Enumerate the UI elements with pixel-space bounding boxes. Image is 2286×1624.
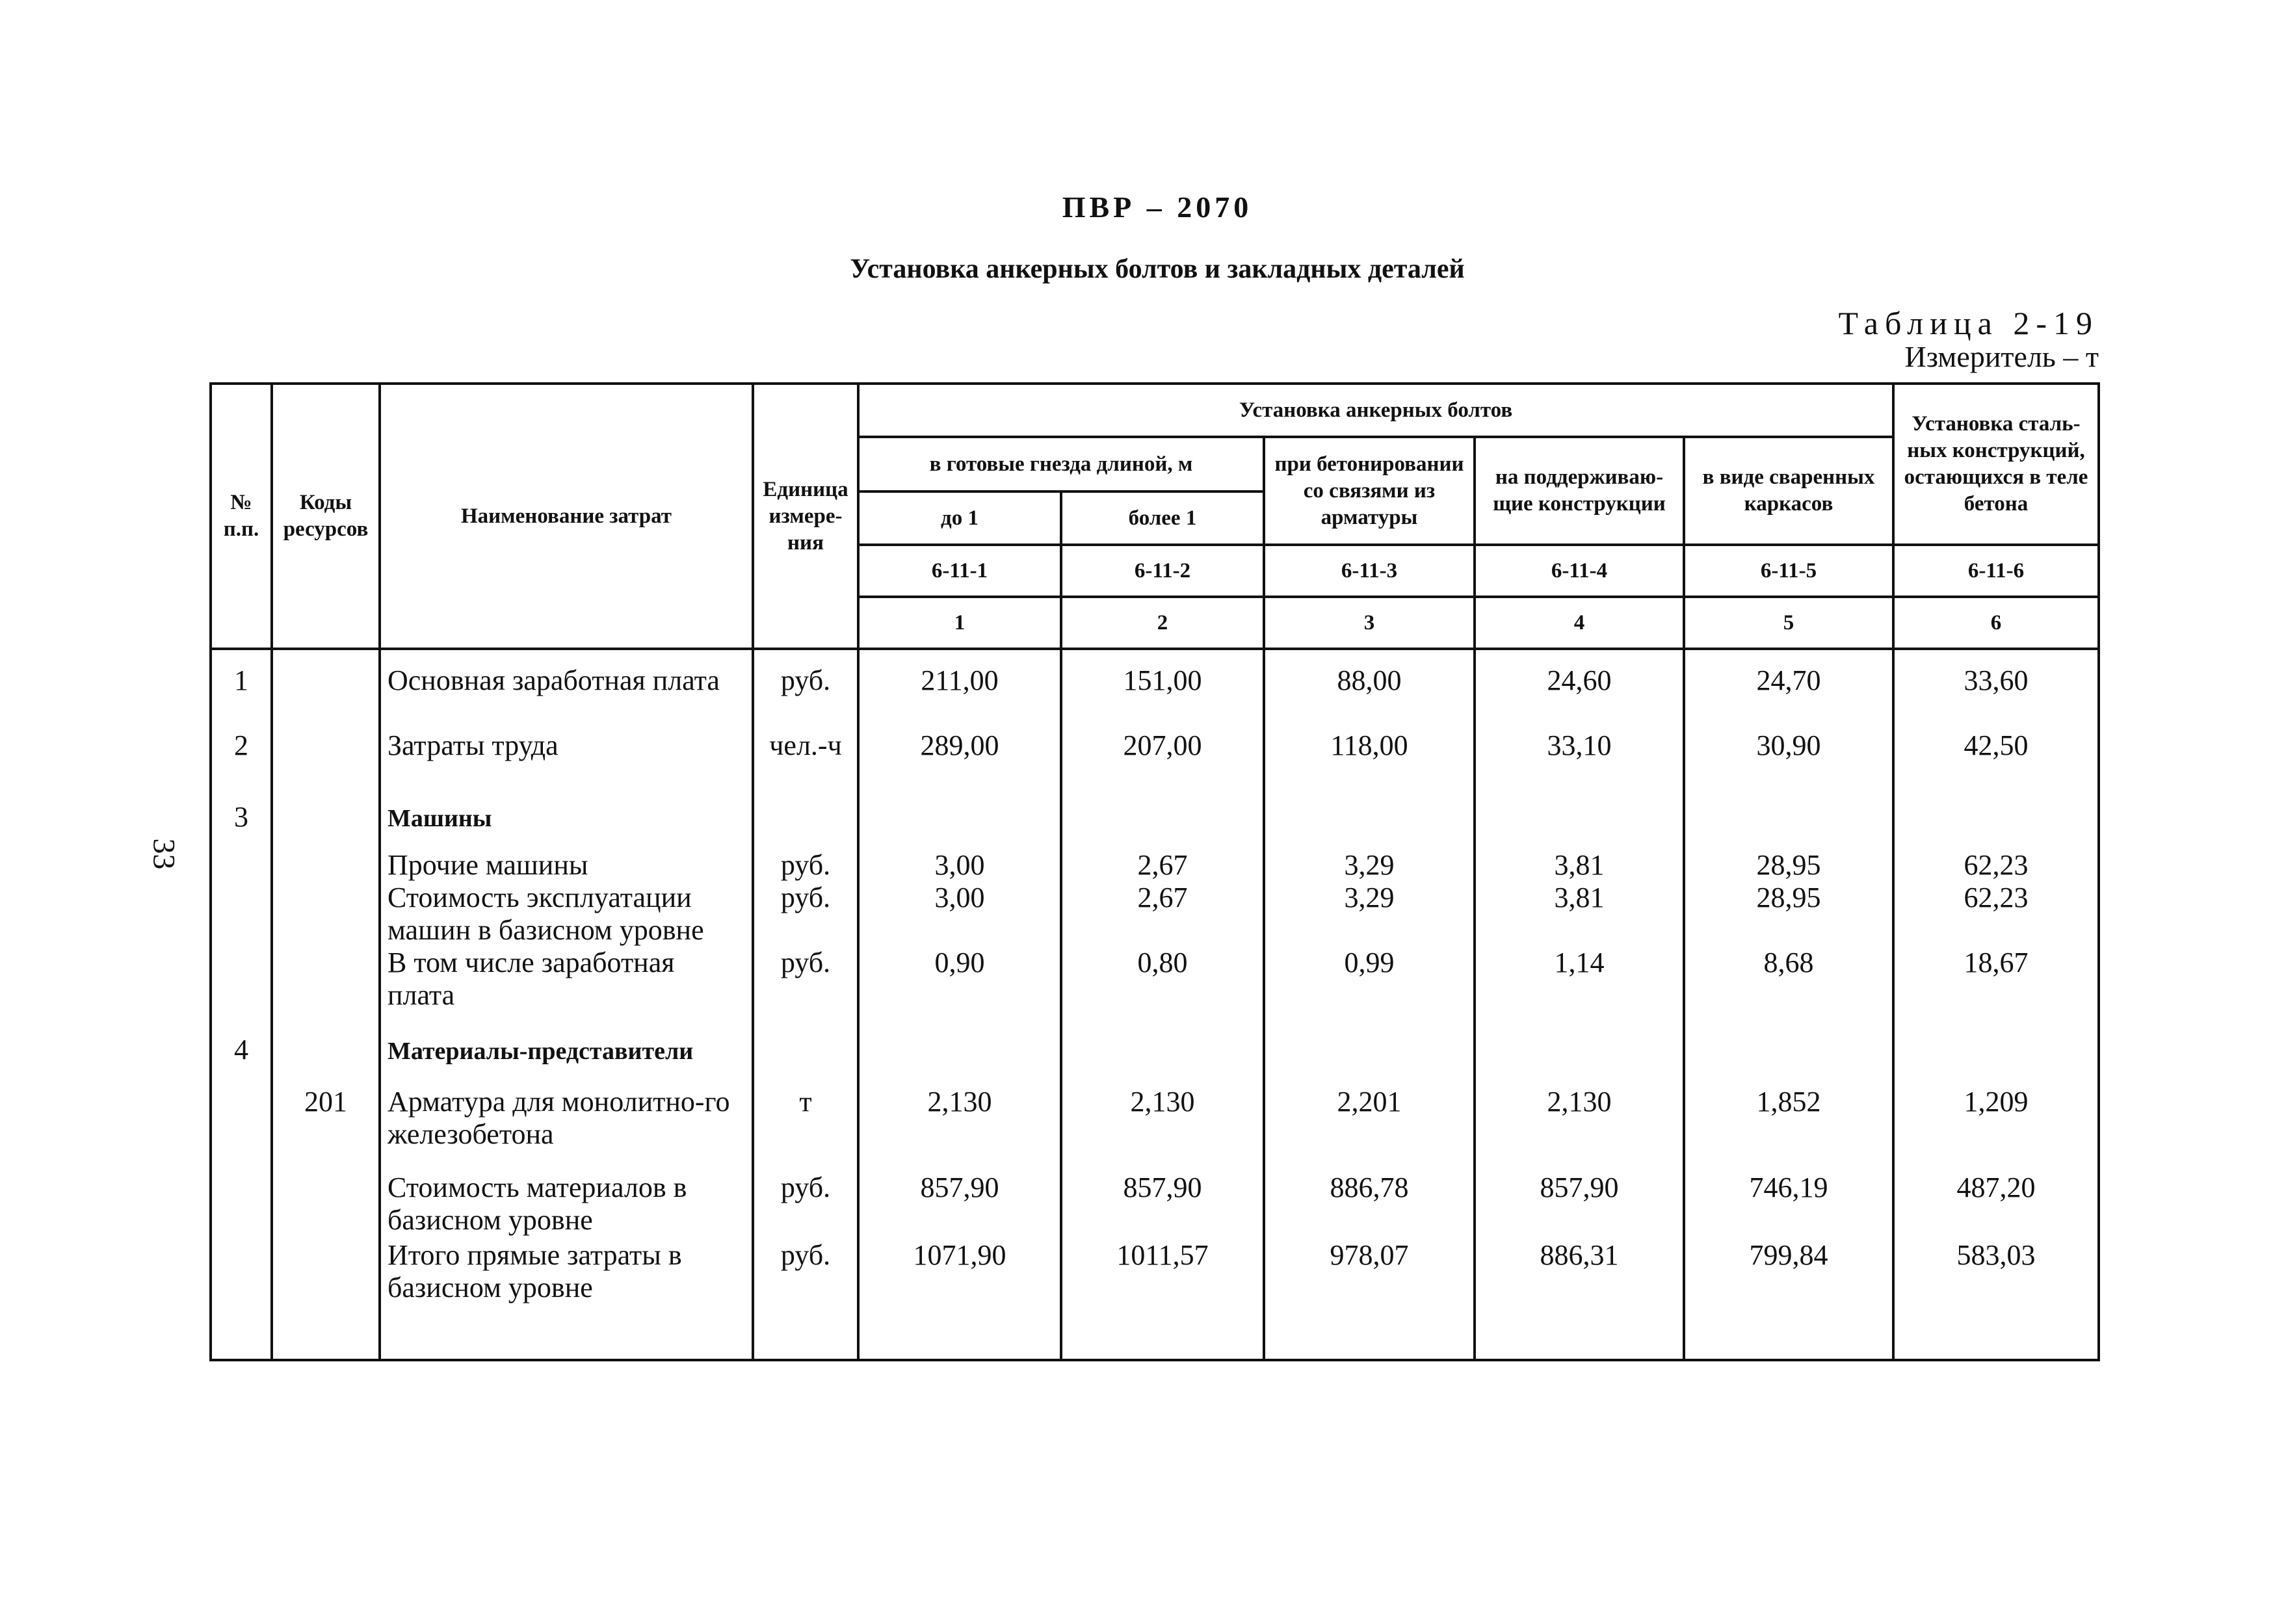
document-subtitle: Установка анкерных болтов и закладных деталей xyxy=(850,254,1465,284)
value-cell-text: 42,50 xyxy=(1964,729,2029,761)
value-cell-text: 886,31 xyxy=(1540,1239,1619,1271)
norms-table xyxy=(209,382,2100,1361)
value-cell xyxy=(1264,947,1475,1012)
value-cell-text: 857,90 xyxy=(1540,1172,1619,1203)
value-cell xyxy=(1684,778,1893,841)
unit-cell-text: чел.-ч xyxy=(769,729,842,761)
value-cell xyxy=(1893,1012,2099,1070)
cost-name xyxy=(380,729,753,778)
value-cell-text: 3,81 xyxy=(1554,882,1605,913)
row-number xyxy=(211,729,272,778)
value-cell-text: 33,60 xyxy=(1964,664,2029,696)
value-cell xyxy=(1475,1070,1684,1155)
cost-name xyxy=(380,778,753,841)
value-cell-text: 0,90 xyxy=(934,947,985,978)
header-unit: Единица измере-ния xyxy=(753,384,858,649)
header-num-cell: 2 xyxy=(1061,597,1264,649)
value-cell-text: 28,95 xyxy=(1756,849,1821,881)
value-cell xyxy=(1475,841,1684,882)
value-cell-text: 3,81 xyxy=(1554,849,1605,881)
row-number xyxy=(211,649,272,729)
value-cell xyxy=(1893,947,2099,1012)
unit-cell-text: руб. xyxy=(780,1172,831,1203)
header-num-cell: 1 xyxy=(858,597,1061,649)
value-cell-text: 3,29 xyxy=(1344,882,1395,913)
header-code-cell: 6-11-6 xyxy=(1893,545,2099,597)
table-row xyxy=(211,649,2099,729)
value-cell xyxy=(1475,1012,1684,1070)
value-cell-text: 2,130 xyxy=(1547,1086,1612,1118)
row-number-text: 3 xyxy=(234,801,248,833)
unit-cell-text: руб. xyxy=(780,849,831,881)
value-cell xyxy=(858,947,1061,1012)
cost-name xyxy=(380,1070,753,1155)
value-cell-text: 2,130 xyxy=(1130,1086,1195,1118)
value-cell xyxy=(1264,1239,1475,1360)
value-cell xyxy=(1893,882,2099,947)
cost-name xyxy=(380,649,753,729)
value-cell xyxy=(1061,729,1264,778)
resource-code xyxy=(272,729,380,778)
value-cell xyxy=(1061,649,1264,729)
value-cell xyxy=(858,1070,1061,1155)
cost-name-text: Итого прямые затраты в базисном уровне xyxy=(388,1239,682,1303)
resource-code-text: 201 xyxy=(304,1086,347,1118)
document-title: ПВР – 2070 xyxy=(1062,190,1253,224)
value-cell xyxy=(1475,882,1684,947)
header-nests: в готовые гнезда длиной, м xyxy=(858,437,1264,491)
cost-name-text: Арматура для монолитно-го железобетона xyxy=(388,1086,730,1150)
value-cell-text: 0,99 xyxy=(1344,947,1395,978)
value-cell xyxy=(1475,778,1684,841)
value-cell xyxy=(1684,729,1893,778)
value-cell-text: 30,90 xyxy=(1756,729,1821,761)
value-cell xyxy=(1684,882,1893,947)
header-code-cell: 6-11-5 xyxy=(1684,545,1893,597)
value-cell xyxy=(1061,1012,1264,1070)
value-cell xyxy=(1061,841,1264,882)
value-cell xyxy=(1264,1012,1475,1070)
unit-cell-text: руб. xyxy=(780,947,831,978)
value-cell-text: 24,70 xyxy=(1756,664,1821,696)
row-number-text: 1 xyxy=(234,664,248,696)
value-cell xyxy=(1684,841,1893,882)
value-cell xyxy=(1264,1070,1475,1155)
value-cell xyxy=(1475,649,1684,729)
table-row xyxy=(211,1239,2099,1360)
value-cell-text: 1071,90 xyxy=(913,1239,1006,1271)
table-number: Таблица 2-19 xyxy=(1838,305,2099,341)
value-cell-text: 3,00 xyxy=(934,882,985,913)
resource-code xyxy=(272,1239,380,1360)
row-number xyxy=(211,778,272,841)
cost-name-text: Машины xyxy=(388,805,492,832)
unit-cell-text: руб. xyxy=(780,664,831,696)
value-cell-text: 857,90 xyxy=(1123,1172,1202,1203)
value-cell xyxy=(1061,1070,1264,1155)
cost-name-text: Прочие машины xyxy=(388,849,588,881)
unit-cell xyxy=(753,947,858,1012)
value-cell xyxy=(1475,947,1684,1012)
value-cell xyxy=(1893,1239,2099,1360)
unit-cell xyxy=(753,1070,858,1155)
unit-cell-text: руб. xyxy=(780,882,831,913)
value-cell-text: 978,07 xyxy=(1330,1239,1409,1271)
value-cell-text: 3,29 xyxy=(1344,849,1395,881)
header-code-cell: 6-11-4 xyxy=(1475,545,1684,597)
cost-name xyxy=(380,1012,753,1070)
value-cell-text: 1,14 xyxy=(1554,947,1605,978)
header-supporting: на поддерживаю-щие конструкции xyxy=(1475,437,1684,545)
cost-name-text: Стоимость эксплуатации машин в базисном уровне xyxy=(388,882,704,946)
cost-name xyxy=(380,1155,753,1239)
header-over1: более 1 xyxy=(1061,491,1264,545)
value-cell-text: 857,90 xyxy=(920,1172,999,1203)
cost-name-text: Основная заработная плата xyxy=(388,664,720,696)
unit-cell xyxy=(753,1155,858,1239)
value-cell xyxy=(1264,1155,1475,1239)
value-cell xyxy=(1264,778,1475,841)
value-cell-text: 487,20 xyxy=(1956,1172,2036,1203)
value-cell xyxy=(1264,649,1475,729)
value-cell-text: 151,00 xyxy=(1123,664,1202,696)
value-cell-text: 289,00 xyxy=(920,729,999,761)
value-cell-text: 88,00 xyxy=(1337,664,1402,696)
resource-code xyxy=(272,947,380,1012)
cost-name xyxy=(380,947,753,1012)
value-cell xyxy=(858,1155,1061,1239)
unit-cell xyxy=(753,729,858,778)
value-cell-text: 2,130 xyxy=(927,1086,992,1118)
cost-name-text: В том числе заработная плата xyxy=(388,947,675,1011)
value-cell xyxy=(1264,729,1475,778)
value-cell xyxy=(1475,729,1684,778)
header-steel: Установка сталь-ных конструкций, остающихся в теле бетона xyxy=(1893,384,2099,545)
value-cell-text: 1,852 xyxy=(1756,1086,1821,1118)
page-number: 33 xyxy=(146,838,181,870)
header-name: Наименование затрат xyxy=(380,384,753,649)
value-cell xyxy=(1264,841,1475,882)
value-cell xyxy=(858,841,1061,882)
table-row xyxy=(211,729,2099,778)
resource-code xyxy=(272,1012,380,1070)
resource-code xyxy=(272,649,380,729)
header-group-anchor: Установка анкерных болтов xyxy=(858,384,1893,437)
value-cell-text: 207,00 xyxy=(1123,729,1202,761)
unit-cell xyxy=(753,882,858,947)
row-number-text: 4 xyxy=(234,1034,248,1066)
value-cell xyxy=(858,1239,1061,1360)
header-num-cell: 6 xyxy=(1893,597,2099,649)
value-cell-text: 799,84 xyxy=(1749,1239,1828,1271)
row-number xyxy=(211,1155,272,1239)
value-cell-text: 2,67 xyxy=(1137,882,1188,913)
value-cell xyxy=(1893,841,2099,882)
unit-cell xyxy=(753,1239,858,1360)
header-concreting: при бетонировании со связями из арматуры xyxy=(1264,437,1475,545)
value-cell-text: 886,78 xyxy=(1330,1172,1409,1203)
table-row xyxy=(211,1155,2099,1239)
value-cell xyxy=(1684,1155,1893,1239)
table-row xyxy=(211,778,2099,841)
value-cell xyxy=(858,778,1061,841)
cost-name-text: Затраты труда xyxy=(388,729,558,761)
value-cell xyxy=(1684,947,1893,1012)
cost-name xyxy=(380,1239,753,1360)
row-number xyxy=(211,1239,272,1360)
header-no: № п.п. xyxy=(211,384,272,649)
value-cell-text: 211,00 xyxy=(921,664,999,696)
resource-code xyxy=(272,778,380,841)
value-cell xyxy=(1893,729,2099,778)
value-cell-text: 583,03 xyxy=(1956,1239,2036,1271)
header-num-cell: 5 xyxy=(1684,597,1893,649)
value-cell xyxy=(1893,778,2099,841)
unit-cell xyxy=(753,1012,858,1070)
value-cell xyxy=(1684,1012,1893,1070)
unit-cell xyxy=(753,649,858,729)
value-cell-text: 28,95 xyxy=(1756,882,1821,913)
header-num-cell: 3 xyxy=(1264,597,1475,649)
unit-cell-text: руб. xyxy=(780,1239,831,1271)
cost-name xyxy=(380,841,753,882)
value-cell xyxy=(858,882,1061,947)
header-code-cell: 6-11-1 xyxy=(858,545,1061,597)
unit-cell xyxy=(753,841,858,882)
unit-cell xyxy=(753,778,858,841)
row-number xyxy=(211,882,272,947)
value-cell-text: 0,80 xyxy=(1137,947,1188,978)
value-cell xyxy=(858,729,1061,778)
cost-name xyxy=(380,882,753,947)
value-cell-text: 118,00 xyxy=(1330,729,1408,761)
value-cell-text: 24,60 xyxy=(1547,664,1612,696)
header-code-cell: 6-11-2 xyxy=(1061,545,1264,597)
value-cell-text: 62,23 xyxy=(1964,849,2029,881)
value-cell-text: 3,00 xyxy=(934,849,985,881)
table-row xyxy=(211,947,2099,1012)
unit-cell-text: т xyxy=(799,1086,812,1118)
resource-code xyxy=(272,882,380,947)
row-number-text: 2 xyxy=(234,729,248,761)
value-cell xyxy=(1684,1070,1893,1155)
value-cell-text: 746,19 xyxy=(1749,1172,1828,1203)
header-code-cell: 6-11-3 xyxy=(1264,545,1475,597)
table-row xyxy=(211,1070,2099,1155)
value-cell xyxy=(858,649,1061,729)
table-row xyxy=(211,882,2099,947)
value-cell-text: 33,10 xyxy=(1547,729,1612,761)
value-cell-text: 2,67 xyxy=(1137,849,1188,881)
cost-name-text: Материалы-представители xyxy=(388,1038,694,1065)
value-cell xyxy=(1893,1155,2099,1239)
value-cell xyxy=(1061,1155,1264,1239)
value-cell xyxy=(1893,649,2099,729)
header-upto1: до 1 xyxy=(858,491,1061,545)
value-cell xyxy=(1061,882,1264,947)
value-cell-text: 18,67 xyxy=(1964,947,2029,978)
value-cell xyxy=(1893,1070,2099,1155)
value-cell xyxy=(858,1012,1061,1070)
header-codes: Коды ресурсов xyxy=(272,384,380,649)
table-row xyxy=(211,841,2099,882)
value-cell xyxy=(1475,1239,1684,1360)
row-number xyxy=(211,841,272,882)
resource-code xyxy=(272,1155,380,1239)
value-cell xyxy=(1684,1239,1893,1360)
value-cell xyxy=(1061,778,1264,841)
table-row xyxy=(211,1012,2099,1070)
value-cell-text: 1011,57 xyxy=(1116,1239,1209,1271)
resource-code xyxy=(272,841,380,882)
row-number xyxy=(211,947,272,1012)
value-cell xyxy=(1061,1239,1264,1360)
value-cell-text: 1,209 xyxy=(1964,1086,2029,1118)
value-cell-text: 2,201 xyxy=(1337,1086,1402,1118)
value-cell xyxy=(1061,947,1264,1012)
header-num-cell: 4 xyxy=(1475,597,1684,649)
resource-code xyxy=(272,1070,380,1155)
cost-name-text: Стоимость материалов в базисном уровне xyxy=(388,1172,687,1236)
row-number xyxy=(211,1070,272,1155)
value-cell xyxy=(1684,649,1893,729)
table-body xyxy=(211,649,2099,1360)
value-cell xyxy=(1264,882,1475,947)
value-cell-text: 8,68 xyxy=(1763,947,1814,978)
row-number xyxy=(211,1012,272,1070)
measure-unit: Измеритель – т xyxy=(1904,340,2099,373)
value-cell xyxy=(1475,1155,1684,1239)
value-cell-text: 62,23 xyxy=(1964,882,2029,913)
header-welded: в виде сваренных каркасов xyxy=(1684,437,1893,545)
